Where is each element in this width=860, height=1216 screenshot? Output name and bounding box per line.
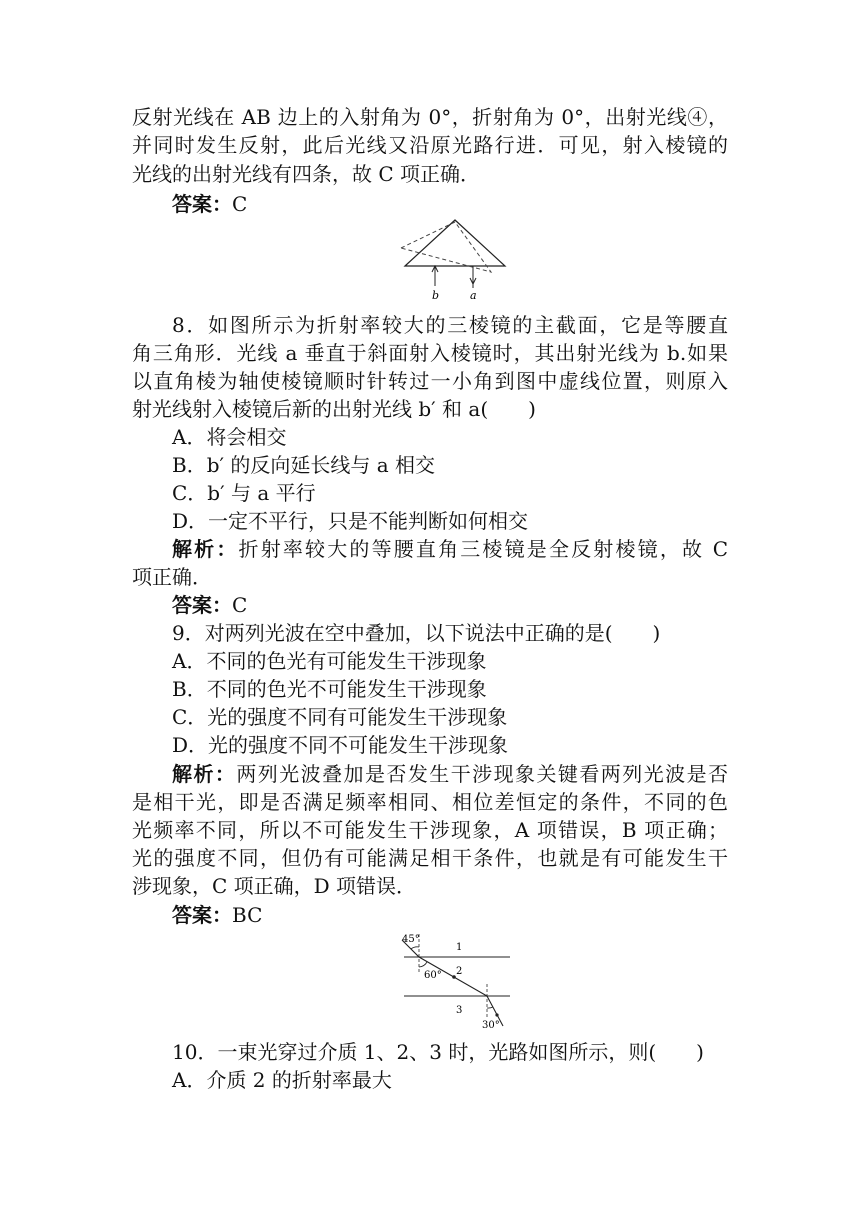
q8-option-b: B．b′ 的反向延长线与 a 相交 [172, 453, 436, 477]
q9-analysis-line-3: 光频率不同，所以不可能发生干涉现象，A 项错误，B 项正确； [132, 818, 728, 842]
q9-analysis-line-4: 光的强度不同，但仍有可能满足相干条件，也就是有可能发生干 [132, 846, 728, 870]
q7-answer [172, 190, 728, 218]
q8-analysis-line-1 [172, 535, 728, 563]
q9-analysis-line-1 [172, 760, 728, 788]
q7-text-line-2: 并同时发生反射，此后光线又沿原光路行进．可见，射入棱镜的 [132, 133, 728, 157]
q8-option-d: D．一定不平行，只是不能判断如何相交 [172, 509, 529, 533]
medium-label-2: 2 [456, 966, 463, 977]
q9-option-b: B．不同的色光不可能发生干涉现象 [172, 677, 487, 701]
answer-value: BC [232, 903, 263, 927]
q9-stem: 9．对两列光波在空中叠加，以下说法中正确的是( ) [172, 621, 661, 645]
media-figure [398, 928, 516, 1032]
q8-option-a: A．将会相交 [172, 425, 287, 449]
q7-text-line-1: 反射光线在 AB 边上的入射角为 0°，折射角为 0°，出射光线④， [132, 105, 728, 129]
angle-label-30: 30° [482, 1020, 500, 1031]
analysis-text: 折射率较大的等腰直角三棱镜是全反射棱镜，故 C [238, 537, 728, 561]
q9-option-c: C．光的强度不同有可能发生干涉现象 [172, 705, 508, 729]
q8-answer [172, 591, 728, 619]
q8-stem-line-1: 8．如图所示为折射率较大的三棱镜的主截面，它是等腰直 [172, 313, 728, 337]
q10-option-a: A．介质 2 的折射率最大 [172, 1068, 392, 1092]
angle-arc-60 [419, 962, 427, 967]
prism-solid-outline [405, 220, 505, 266]
q8-stem-line-3: 以直角棱为轴使棱镜顺时针转过一小角到图中虚线位置，则原入 [132, 369, 728, 393]
prism-figure [395, 216, 511, 304]
analysis-label: 解析： [172, 762, 237, 786]
angle-arc-30 [487, 1007, 493, 1008]
answer-value: C [232, 593, 248, 617]
q8-option-c: C．b′ 与 a 平行 [172, 481, 316, 505]
angle-arc-45 [411, 947, 419, 949]
q9-analysis-line-2: 是相干光，即是否满足频率相同、相位差恒定的条件，不同的色 [132, 790, 728, 814]
q9-option-a: A．不同的色光有可能发生干涉现象 [172, 649, 487, 673]
q8-stem-line-2: 角三角形．光线 a 垂直于斜面射入棱镜时，其出射光线为 b.如果 [132, 341, 728, 365]
q10-stem: 10．一束光穿过介质 1、2、3 时，光路如图所示，则( ) [172, 1040, 704, 1064]
analysis-label: 解析： [172, 537, 239, 561]
medium-label-1: 1 [456, 942, 463, 953]
prism-dashed-outline [401, 222, 491, 272]
light-ray [402, 940, 503, 1026]
q7-text-line-3: 光线的出射光线有四条，故 C 项正确． [132, 162, 481, 186]
q9-answer [172, 901, 728, 929]
answer-label: 答案： [172, 593, 232, 617]
label-b: b [432, 289, 440, 302]
ray-arrow-icon [495, 1013, 498, 1016]
answer-label: 答案： [172, 192, 232, 216]
label-a: a [470, 289, 477, 302]
answer-value: C [232, 192, 248, 216]
q9-option-d: D．光的强度不同不可能发生干涉现象 [172, 733, 509, 757]
q9-analysis-line-5: 涉现象，C 项正确，D 项错误． [132, 874, 417, 898]
answer-label: 答案： [172, 903, 232, 927]
analysis-text: 两列光波叠加是否发生干涉现象关键看两列光波是否 [236, 762, 729, 786]
angle-label-45: 45° [402, 934, 420, 945]
q8-analysis-line-2: 项正确． [132, 565, 212, 589]
angle-label-60: 60° [424, 970, 442, 981]
medium-label-3: 3 [456, 1005, 463, 1016]
q8-stem-line-4: 射光线射入棱镜后新的出射光线 b′ 和 a( ) [132, 397, 536, 421]
